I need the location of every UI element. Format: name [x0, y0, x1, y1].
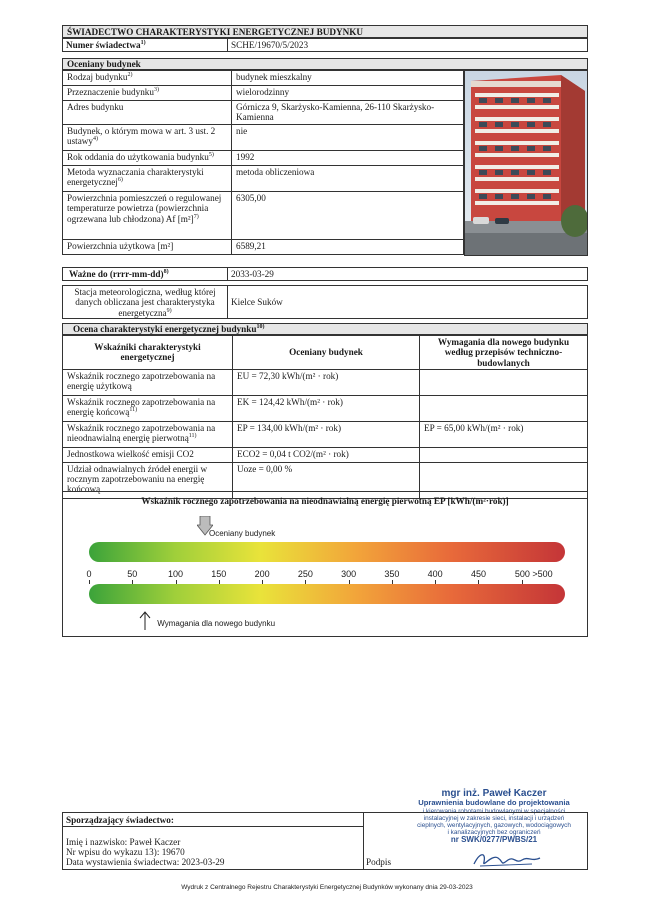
- certificate-number-label: Numer świadectwa$^{1)}$: [66, 39, 146, 50]
- assessment-col-header: Oceniany budynek: [233, 336, 420, 370]
- building-row-label: Powierzchnia użytkowa [m²]: [63, 240, 232, 255]
- ep-scale-tick-label: 0: [86, 569, 92, 579]
- issuer-name: Imię i nazwisko: Paweł Kaczer: [66, 837, 181, 847]
- stamp-line: Uprawnienia budowlane do projektowania: [418, 798, 570, 808]
- new-building-marker: [139, 611, 151, 631]
- assessment-row-value: Uoze = 0,00 %: [233, 462, 420, 498]
- building-row-label: Budynek, o którym mowa w art. 3 ust. 2 ustawy$^{4)}$: [63, 125, 232, 151]
- up-arrow-icon: [139, 611, 151, 631]
- station-row: [62, 285, 588, 319]
- ep-scale-tick-label: 350: [384, 569, 400, 579]
- certificate-number-row: [62, 38, 588, 52]
- ep-scale-tick-label: 400: [427, 569, 443, 579]
- assessment-table: [62, 335, 588, 499]
- building-row-value: 6305,00: [232, 192, 464, 240]
- certificate-number-value: SCHE/19670/5/2023: [231, 40, 309, 50]
- building-row-value: nie: [232, 125, 464, 151]
- issuer-box: [62, 812, 588, 870]
- footer-note: Wydruk z Centralnego Rejestru Charakterystyki Energetycznej Budynków wykonany dnia 29-03-2023: [181, 884, 473, 891]
- ep-scale-tick-label: 150: [211, 569, 227, 579]
- ep-scale-tick-label: 100: [168, 569, 184, 579]
- building-row-label: Rodzaj budynku$^{2)}$: [63, 71, 232, 86]
- assessment-row-value: ECO2 = 0,04 t CO2/(m² · rok): [233, 447, 420, 462]
- assessment-row-req: [420, 395, 588, 421]
- assessment-section-title: Ocena charakterystyki energetycznej budynku$^{10)}$: [62, 323, 588, 335]
- building-row-label: Rok oddania do użytkowania budynku$^{5)}$: [63, 151, 232, 166]
- building-row-value: budynek mieszkalny: [232, 71, 464, 86]
- valid-until-label: Ważne do (rrrr-mm-dd)$^{8)}$: [69, 268, 169, 279]
- ep-scale-box: [62, 491, 588, 637]
- building-row-label: Metoda wyznaczania charakterystyki energetycznej$^{6)}$: [63, 166, 232, 192]
- building-row-label: Przeznaczenie budynku$^{3)}$: [63, 86, 232, 101]
- certificate-title: ŚWIADECTWO CHARAKTERYSTYKI ENERGETYCZNEJ BUDYNKU: [62, 25, 588, 38]
- valid-until-value: 2033-03-29: [231, 269, 274, 279]
- assessment-row-value: EK = 124,42 kWh/(m² · rok): [233, 395, 420, 421]
- stamp-line: nr SWK/0277/PWBS/21: [450, 835, 538, 845]
- building-photo-image: [465, 71, 588, 256]
- station-value: Kielce Suków: [231, 297, 283, 307]
- building-section-title: Oceniany budynek: [62, 58, 588, 70]
- building-row-label: Adres budynku: [63, 101, 232, 125]
- ep-scale-tick-label: 50: [127, 569, 138, 579]
- ep-scale-bar-top: [89, 542, 565, 562]
- building-row-value: metoda obliczeniowa: [232, 166, 464, 192]
- building-row-value: 6589,21: [232, 240, 464, 255]
- assessment-col-header: Wskaźniki charakterystyki energetycznej: [63, 336, 233, 370]
- assessment-row-value: EP = 134,00 kWh/(m² · rok): [233, 421, 420, 447]
- stamp-line: i kierowania robotami budowlanymi w specjalności: [422, 807, 566, 815]
- station-label: Stacja meteorologiczna, według której danych obliczana jest charakterystyka energetyczna$^{9)}$: [74, 287, 216, 318]
- ep-scale-ticks: [63, 569, 587, 581]
- building-row-label: Powierzchnia pomieszczeń o regulowanej temperaturze powietrza (powierzchnia ogrzewana lub chłodzona) Af $[m^2]^{7)}$: [63, 192, 232, 240]
- new-building-label: Wymagania dla nowego budynku: [157, 619, 276, 628]
- building-row-value: wielorodzinny: [232, 86, 464, 101]
- assessment-row-req: [420, 447, 588, 462]
- assessment-row-req: EP = 65,00 kWh/(m² · rok): [420, 421, 588, 447]
- building-photo: [464, 70, 588, 256]
- stamp-line: i kanalizacyjnych bez ograniczeń: [447, 829, 541, 837]
- assessment-row-value: EU = 72,30 kWh/(m² · rok): [233, 369, 420, 395]
- stamp-line: instalacyjnej w zakresie sieci, instalacji i urządzeń: [423, 814, 565, 822]
- ep-scale-tick-label: 300: [341, 569, 357, 579]
- assessment-row-label: Jednostkowa wielkość emisji CO2: [63, 447, 233, 462]
- building-row-value: 1992: [232, 151, 464, 166]
- signature-label: Podpis: [366, 857, 392, 867]
- issue-date: Data wystawienia świadectwa: 2023-03-29: [66, 857, 225, 867]
- ep-scale-tick-label: 450: [470, 569, 486, 579]
- assessment-row-label: Udział odnawialnych źródeł energii w rocznym zapotrzebowaniu na energię końcową: [63, 462, 233, 498]
- ep-scale-tick-label: 250: [297, 569, 313, 579]
- ep-scale-tick-label: 200: [254, 569, 270, 579]
- assessment-row-label: Wskaźnik rocznego zapotrzebowania na nieodnawialną energię pierwotną$^{11)}$: [63, 421, 233, 447]
- ep-scale-tick-label: 500 >500: [514, 569, 553, 579]
- stamp-line: cieplnych, wentylacyjnych, gazowych, wodociągowych: [417, 822, 571, 830]
- ep-scale-tick-mark: [89, 580, 90, 584]
- assessment-row-label: Wskaźnik rocznego zapotrzebowania na energię użytkową: [63, 369, 233, 395]
- ep-scale-bar-bottom: [89, 584, 565, 604]
- assessment-row-req: [420, 369, 588, 395]
- valid-until-row: [62, 267, 588, 281]
- assessment-row-label: Wskaźnik rocznego zapotrzebowania na energię końcową$^{11)}$: [63, 395, 233, 421]
- issuer-registry: Nr wpisu do wykazu 13): 19670: [66, 847, 185, 857]
- assessment-col-header: Wymagania dla nowego budynku według przepisów techniczno-budowlanych: [420, 336, 588, 370]
- rated-building-label: Oceniany budynek: [208, 529, 276, 538]
- ep-scale-title: Wskaźnik rocznego zapotrzebowania na nieodnawialną energię pierwotną EP [kWh/(m²·rok)]: [141, 496, 509, 506]
- stamp-name: mgr inż. Paweł Kaczer: [441, 788, 547, 799]
- issuer-title: Sporządzający świadectwo:: [66, 815, 174, 825]
- building-table: [62, 70, 464, 255]
- building-row-value: Górnicza 9, Skarżysko-Kamienna, 26-110 Skarżysko-Kamienna: [232, 101, 464, 125]
